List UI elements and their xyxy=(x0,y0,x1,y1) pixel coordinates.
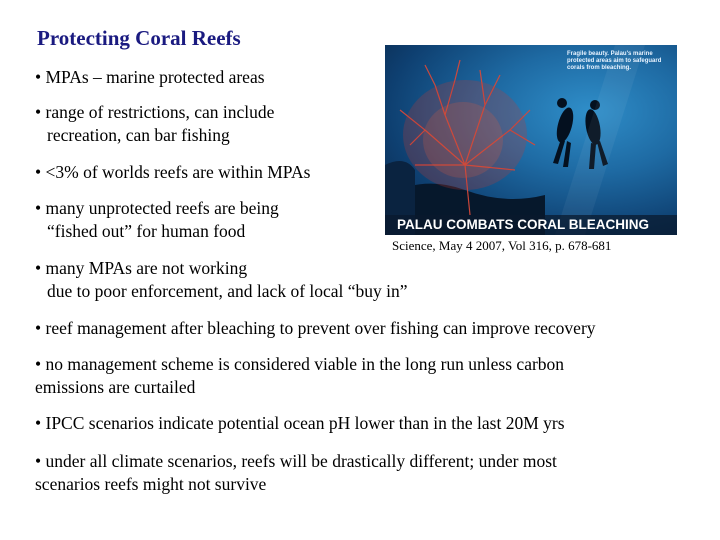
bullet-line: scenarios reefs might not survive xyxy=(35,474,267,494)
bullet-fished-out xyxy=(35,197,279,243)
bullet-line: • no management scheme is considered viable in the long run unless carbon xyxy=(35,354,565,374)
bullet-line: • reef management after bleaching to prevent over fishing can improve recovery xyxy=(35,318,596,338)
coral-reef-photo xyxy=(385,45,677,235)
bullet-restrictions xyxy=(35,101,274,147)
bullet-line: • IPCC scenarios indicate potential ocean pH lower than in the last 20M yrs xyxy=(35,413,565,433)
bullet-line: • many unprotected reefs are being xyxy=(35,198,279,218)
slide-title: Protecting Coral Reefs xyxy=(37,26,241,50)
photo-caption: Fragile beauty. Palau's marine protected areas aim to safeguard corals from bleaching. xyxy=(567,51,662,71)
bullet-line: “fished out” for human food xyxy=(47,221,246,241)
bullet-reefs-within-mpas xyxy=(35,161,310,184)
photo-banner-headline: PALAU COMBATS CORAL BLEACHING xyxy=(385,215,677,235)
bullet-line: • under all climate scenarios, reefs will be drastically different; under most xyxy=(35,451,557,471)
bullet-line: • MPAs – marine protected areas xyxy=(35,67,265,87)
bullet-carbon-emissions xyxy=(35,353,564,399)
sea-fan-divers-illustration xyxy=(385,45,677,235)
bullet-mpas xyxy=(35,66,265,89)
bullet-climate-scenarios xyxy=(35,450,557,496)
bullet-line: • range of restrictions, can include xyxy=(35,102,275,122)
figure-citation: Science, May 4 2007, Vol 316, p. 678-681 xyxy=(392,238,612,253)
bullet-line: • <3% of worlds reefs are within MPAs xyxy=(35,162,311,182)
bullet-ipcc-ph xyxy=(35,412,565,435)
bullet-line: recreation, can bar fishing xyxy=(47,125,230,145)
bullet-line: • many MPAs are not working xyxy=(35,258,248,278)
bullet-reef-management xyxy=(35,317,596,340)
bullet-line: due to poor enforcement, and lack of local “buy in” xyxy=(47,281,408,301)
bullet-mpas-not-working xyxy=(35,257,408,303)
bullet-line: emissions are curtailed xyxy=(35,377,196,397)
